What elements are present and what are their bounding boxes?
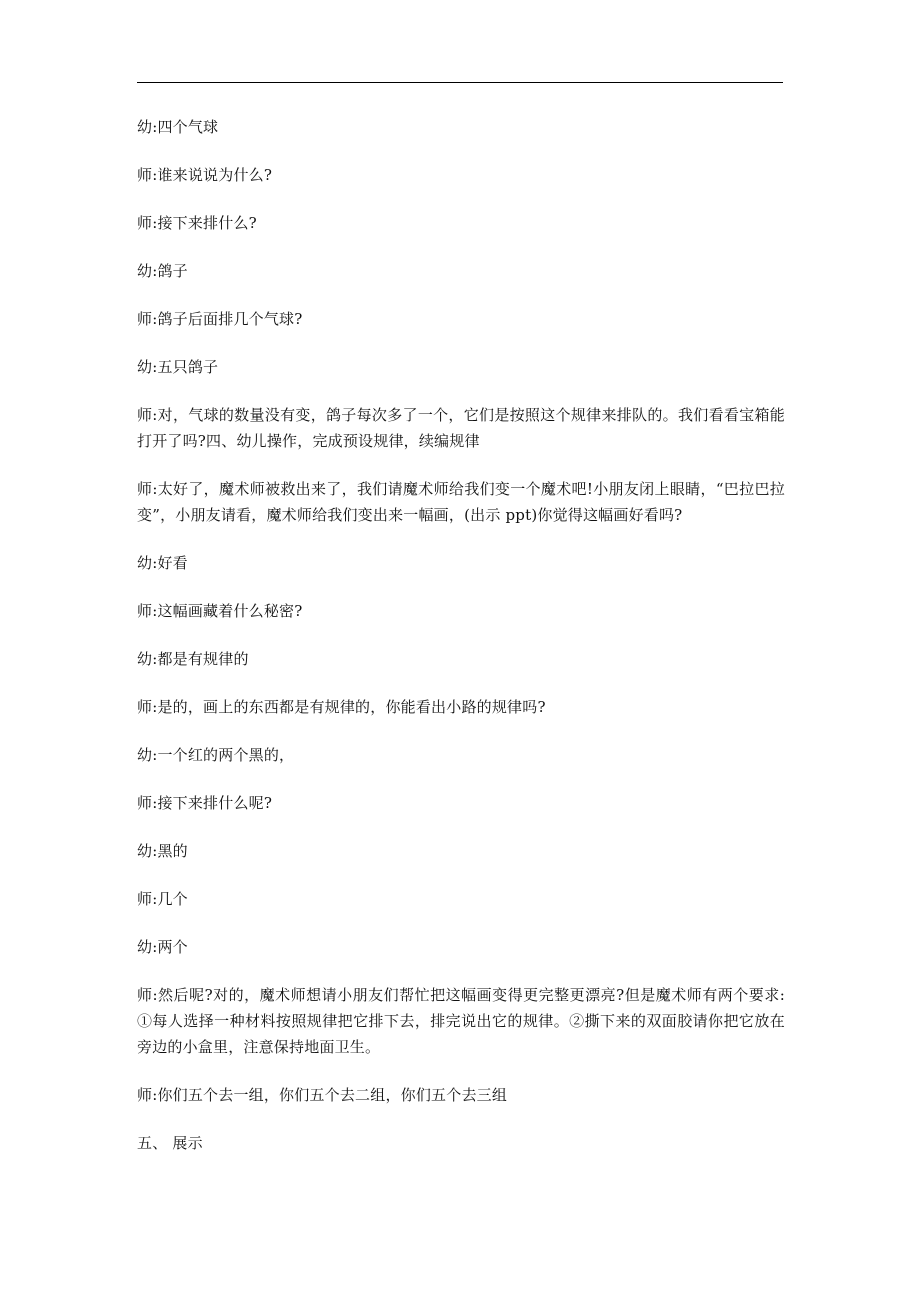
dialogue-line: 师:接下来排什么? bbox=[137, 214, 257, 232]
dialogue-line: 师:你们五个去一组，你们五个去二组，你们五个去三组 bbox=[137, 1086, 508, 1104]
dialogue-line: 幼:都是有规律的 bbox=[137, 650, 249, 668]
dialogue-line: 幼:四个气球 bbox=[137, 118, 219, 136]
dialogue-line: 师:这幅画藏着什么秘密? bbox=[137, 602, 303, 620]
dialogue-line: 师:谁来说说为什么? bbox=[137, 166, 273, 184]
dialogue-line: 师:对，气球的数量没有变，鸽子每次多了一个，它们是按照这个规律来排队的。我们看看宝箱能打开了吗?四、幼儿操作，完成预设规律，续编规律 bbox=[137, 406, 785, 450]
dialogue-line: 幼:好看 bbox=[137, 554, 188, 572]
dialogue-line: 幼:五只鸽子 bbox=[137, 358, 219, 376]
document-body bbox=[137, 114, 785, 1178]
section-heading: 五、 展示 bbox=[137, 1134, 203, 1152]
dialogue-line: 师:太好了，魔术师被救出来了，我们请魔术师给我们变一个魔术吧!小朋友闭上眼睛，“巴拉巴拉变”，小朋友请看，魔术师给我们变出来一幅画，(出示 ppt)你觉得这幅画好看吗? bbox=[137, 480, 785, 524]
dialogue-line: 师:鸽子后面排几个气球? bbox=[137, 310, 303, 328]
dialogue-line: 师:接下来排什么呢? bbox=[137, 794, 273, 812]
dialogue-line: 幼:一个红的两个黑的， bbox=[137, 746, 295, 764]
dialogue-line: 幼:两个 bbox=[137, 938, 188, 956]
dialogue-line: 师:然后呢?对的，魔术师想请小朋友们帮忙把这幅画变得更完整更漂亮?但是魔术师有两个要求:①每人选择一种材料按照规律把它排下去，排完说出它的规律。②撕下来的双面胶请你把它放在旁边的小盒里，注意保持地面卫生。 bbox=[137, 986, 785, 1056]
dialogue-line: 幼:鸽子 bbox=[137, 262, 188, 280]
dialogue-line: 幼:黑的 bbox=[137, 842, 188, 860]
dialogue-line: 师:几个 bbox=[137, 890, 188, 908]
dialogue-line: 师:是的，画上的东西都是有规律的，你能看出小路的规律吗? bbox=[137, 698, 546, 716]
header-rule bbox=[137, 82, 783, 83]
